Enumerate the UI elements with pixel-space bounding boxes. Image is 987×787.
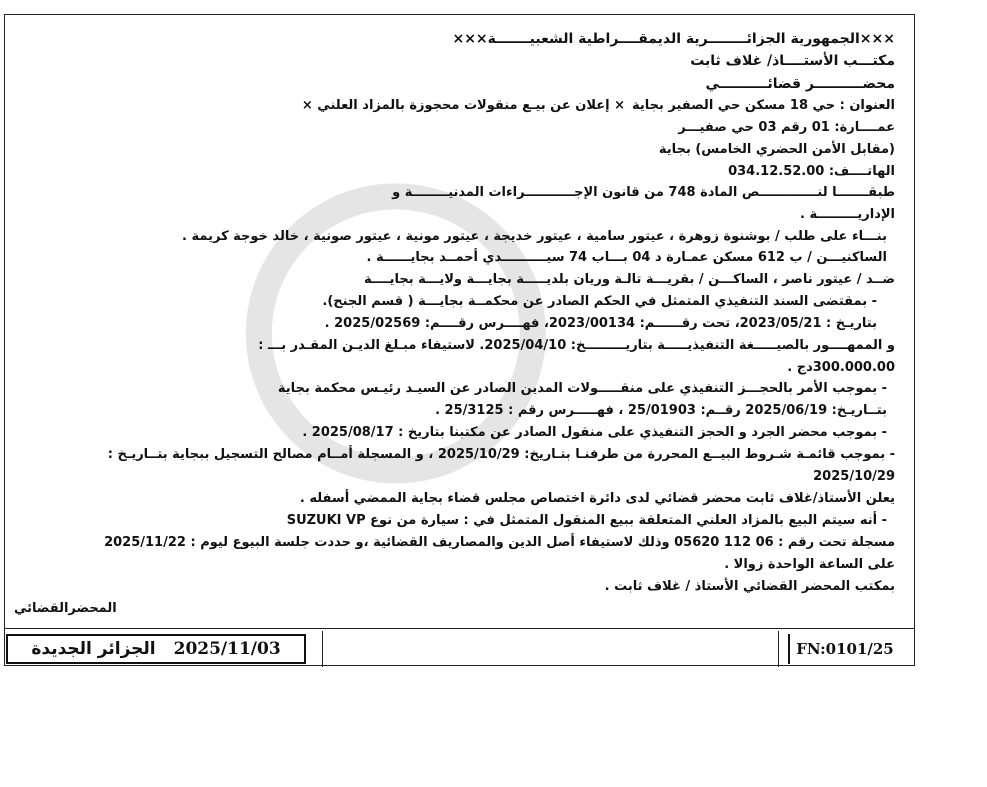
body-line: بمكتب المحضر القضائي الأستاذ / غلاف ثابت . — [604, 579, 895, 594]
body-line: و الممهــــور بالصيـــــغة التنفيذيـــــة بتاريـــــــــخ: 2025/04/10. لاستيفاء مبـلغ الديـن المقـدر بـــ : — [258, 338, 895, 353]
body-line: - بموجب محضر الجرد و الحجز التنفيذي على منقول الصادر عن مكتبنا بتاريخ : 2025/08/17 . — [302, 425, 887, 440]
header-address: العنوان : حي 18 مسكن حي الصفير بجاية — [631, 98, 895, 113]
body-line: بتاريـخ : 2023/05/21، تحت رقــــــم: 2023/00134، فهــــرس رقــــم: 2025/02569 . — [324, 316, 877, 331]
body-line: بتــاريـخ: 2025/06/19 رقــم: 25/01903 ، فهـــــرس رقم : 25/3125 . — [435, 403, 887, 418]
header-building: عمــــارة: 01 رقم 03 حي صفيـــر — [678, 120, 895, 135]
body-line: - أنه سيتم البيع بالمزاد العلني المتعلقة ببيع المنقول المتمثل في : سيارة من نوع SUZUKI VP — [286, 513, 887, 528]
header-office: مكتـــب الأستــــاذ/ غلاف ثابت — [690, 53, 895, 69]
body-line: مسجلة تحت رقم : 06 112 05620 وذلك لاستيفاء أصل الدين والمصاريف القضائية ،و حددت جلسة البيوع ليوم : 2025/11/22 — [104, 535, 895, 550]
body-line: الإداريـــــــــة . — [800, 207, 895, 222]
notice-title: × إعلان عن بيـع منقولات محجوزة بالمزاد العلني × — [301, 98, 625, 113]
body-line: - بموجب قائمـة شـروط البيــع المحررة من طرفنـا بتـاريخ: 2025/10/29 ، و المسجلة أمــام مصالح التسجيل ببجاية بتــاريـخ : — [107, 447, 895, 462]
body-line: - بمقتضى السند التنفيذي المتمثل في الحكم الصادر عن محكمــة بجايـــة ( قسم الجنح). — [322, 294, 877, 309]
body-line: طبقـــــــا لنـــــــــــــص المادة 748 من قانون الإجـــــــــــراءات المدنيــــــــة و — [392, 185, 895, 200]
body-line: - بموجب الأمر بالحجـــز التنفيذي على منقـــــولات المدين الصادر عن السيـد رئيـس محكمة بجاية — [277, 381, 887, 396]
header-bailiff: محضــــــــــر قضائــــــــــي — [705, 76, 895, 92]
footer-divider — [4, 628, 915, 629]
body-line: الساكنيـــن / ب 612 مسكن عمـارة د 04 بـــاب 74 سيــــــــــدي أحمــد بجايــــــة . — [366, 250, 887, 265]
header-phone: الهاتــــف: 034.12.52.00 — [728, 164, 895, 179]
body-line: ضــد / عيتور ناصر ، الساكـــن / بقريـــة تالـة وريان بلديـــــة بجايـــة ولايـــة بجايــــة — [363, 272, 895, 287]
body-line: 300.000.00دج . — [787, 360, 895, 375]
publication-box — [6, 634, 306, 664]
body-line: يعلن الأستاذ/غلاف ثابت محضر قضائي لدى دائرة اختصاص مجلس قضاء بجاية الممضي أسفله . — [299, 491, 895, 506]
file-number: FN:0101/25 — [788, 634, 900, 664]
header-landmark: (مقابل الأمن الحضري الخامس) بجاية — [658, 142, 895, 157]
footer-tick — [322, 631, 323, 667]
body-line: على الساعة الواحدة زوالا . — [724, 557, 895, 572]
publication-name: الجزائر الجديدة — [31, 639, 156, 659]
publication-date: 2025/11/03 — [173, 639, 281, 659]
footer-tick — [778, 631, 779, 667]
signature-label: المحضرالقضائي — [14, 601, 117, 616]
header-republic: ×××الجمهورية الجزائــــــــرية الديمقــــراطية الشعبيـــــــة××× — [452, 31, 895, 47]
body-line: بنـــاء على طلب / بوشنوة زوهرة ، عيتور سامية ، عيتور خديجة ، عيتور مونية ، عيتور صونية ، خالد خوجة كريمة . — [182, 229, 887, 244]
body-line: 2025/10/29 — [813, 469, 895, 484]
